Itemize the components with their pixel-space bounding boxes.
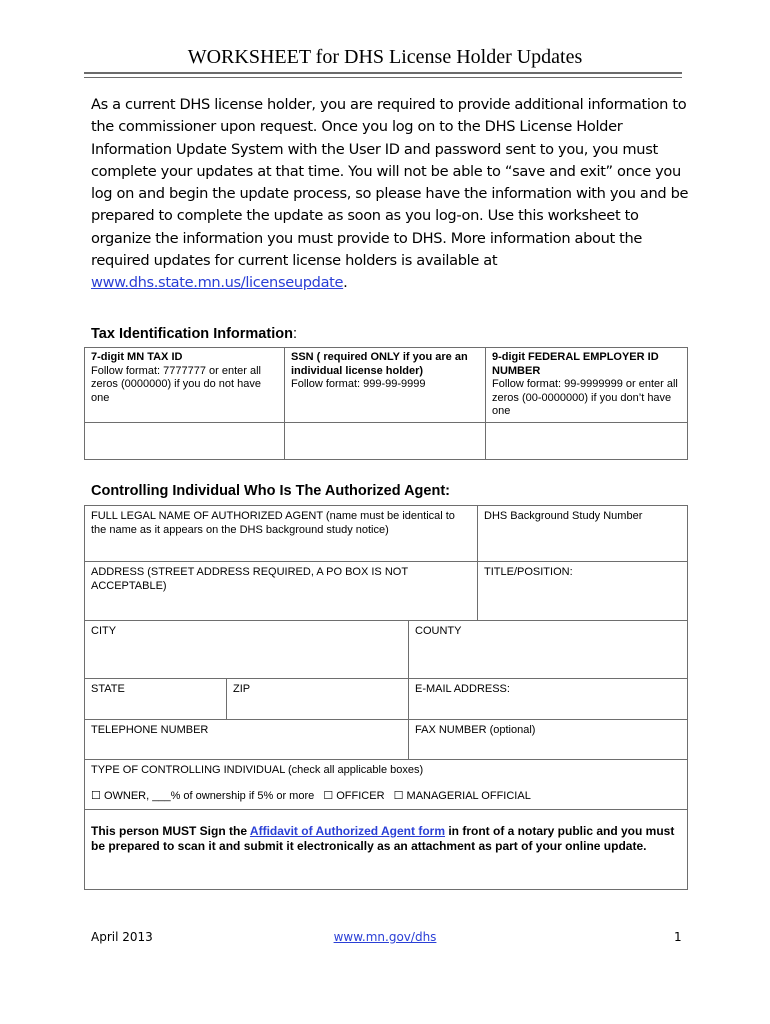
controlling-type-options xyxy=(91,790,681,804)
intro-text: As a current DHS license holder, you are required to provide additional information to the commissioner upon request. Once you log on to the DHS License Holder Information Update System with the User ID and password sent to you, you must complete your updates at that time. You will not be able to “save and exit” once you log on and begin the update process, so please have the information with you and be prepared to complete the update as soon as you log-on. Use this worksheet to organize the information you must provide to DHS. More information about the required updates for current license holders is available at xyxy=(91,96,689,270)
title-position-field[interactable] xyxy=(478,562,688,621)
city-field[interactable] xyxy=(85,621,409,679)
agent-name-row xyxy=(85,506,688,562)
agent-state-row xyxy=(85,679,688,720)
ssn-title: SSN ( required ONLY if you are an individual license holder) xyxy=(291,351,468,377)
address-label: ADDRESS (STREET ADDRESS REQUIRED, A PO BOX IS NOT ACCEPTABLE) xyxy=(91,566,408,592)
county-label: COUNTY xyxy=(415,625,462,637)
telephone-label: TELEPHONE NUMBER xyxy=(91,724,209,736)
mn-tax-id-note: Follow format: 7777777 or enter all zeros (0000000) if you do not have one xyxy=(91,364,262,404)
intro-paragraph xyxy=(91,94,691,295)
agent-section-heading: Controlling Individual Who Is The Authorized Agent: xyxy=(91,483,450,499)
affidavit-notice xyxy=(85,809,687,854)
license-update-link[interactable]: www.dhs.state.mn.us/licenseupdate xyxy=(91,274,344,292)
footer-link-wrapper xyxy=(0,930,770,944)
affidavit-after: in front of a notary public and you must be prepared to scan it and submit it electronically as an attachment as part of your online update. xyxy=(91,824,675,854)
mn-tax-id-field[interactable] xyxy=(85,422,285,459)
managerial-checkbox[interactable]: ☐ xyxy=(393,789,404,802)
authorized-agent-table xyxy=(84,505,688,890)
mn-tax-id-label-cell xyxy=(85,348,285,423)
full-legal-name-field[interactable] xyxy=(85,506,478,562)
zip-label: ZIP xyxy=(233,683,251,695)
title-rule-thick xyxy=(84,72,682,74)
fax-field[interactable] xyxy=(409,720,688,760)
managerial-option-label: MANAGERIAL OFFICIAL xyxy=(406,789,531,802)
fein-note: Follow format: 99-9999999 or enter all zeros (00-0000000) if you don’t have one xyxy=(492,378,678,418)
page-title: WORKSHEET for DHS License Holder Updates xyxy=(187,46,583,68)
state-label: STATE xyxy=(91,683,125,695)
affidavit-before: This person MUST Sign the xyxy=(91,824,250,839)
zip-field[interactable] xyxy=(227,679,409,720)
officer-option-label: OFFICER xyxy=(336,789,385,802)
fax-label: FAX NUMBER (optional) xyxy=(415,724,536,736)
affidavit-form-link[interactable]: Affidavit of Authorized Agent form xyxy=(249,824,445,839)
ssn-field[interactable] xyxy=(285,422,486,459)
agent-type-row xyxy=(85,760,688,890)
tax-heading-text: Tax Identification Information xyxy=(91,326,293,342)
agent-address-row xyxy=(85,562,688,621)
footer-date: April 2013 xyxy=(91,930,153,944)
ssn-label-cell xyxy=(285,348,486,423)
state-field[interactable] xyxy=(85,679,227,720)
page-number: 1 xyxy=(674,930,682,944)
officer-checkbox[interactable]: ☐ xyxy=(323,789,334,802)
ssn-note: Follow format: 999-99-9999 xyxy=(291,378,426,391)
controlling-type-label: TYPE OF CONTROLLING INDIVIDUAL (check all applicable boxes) xyxy=(91,764,424,776)
fein-title: 9-digit FEDERAL EMPLOYER ID NUMBER xyxy=(492,351,659,377)
tax-id-table xyxy=(84,347,688,460)
fein-field[interactable] xyxy=(486,422,688,459)
fein-label-cell xyxy=(486,348,688,423)
address-field[interactable] xyxy=(85,562,478,621)
footer-dhs-link[interactable]: www.mn.gov/dhs xyxy=(333,930,437,944)
background-study-number-label: DHS Background Study Number xyxy=(484,510,643,522)
email-field[interactable] xyxy=(409,679,688,720)
full-legal-name-label: FULL LEGAL NAME OF AUTHORIZED AGENT (name must be identical to the name as it appears on the DHS background study notice) xyxy=(91,510,455,536)
background-study-number-field[interactable] xyxy=(478,506,688,562)
tax-input-row xyxy=(85,422,688,459)
title-rule-thin xyxy=(84,77,682,78)
tax-label-row xyxy=(85,348,688,423)
agent-city-row xyxy=(85,621,688,679)
owner-checkbox[interactable]: ☐ xyxy=(91,789,101,802)
controlling-individual-type-cell xyxy=(85,760,688,890)
email-label: E-MAIL ADDRESS: xyxy=(415,683,510,695)
tax-section-heading xyxy=(91,326,297,342)
telephone-field[interactable] xyxy=(85,720,409,760)
affidavit-text xyxy=(91,824,681,854)
city-label: CITY xyxy=(91,625,117,637)
mn-tax-id-title: 7-digit MN TAX ID xyxy=(91,351,183,363)
tax-heading-colon: : xyxy=(292,326,297,342)
intro-end: . xyxy=(343,274,348,292)
county-field[interactable] xyxy=(409,621,688,679)
owner-option-label: OWNER, ___% of ownership if 5% or more xyxy=(103,789,315,802)
title-position-label: TITLE/POSITION: xyxy=(484,566,573,578)
agent-phone-row xyxy=(85,720,688,760)
